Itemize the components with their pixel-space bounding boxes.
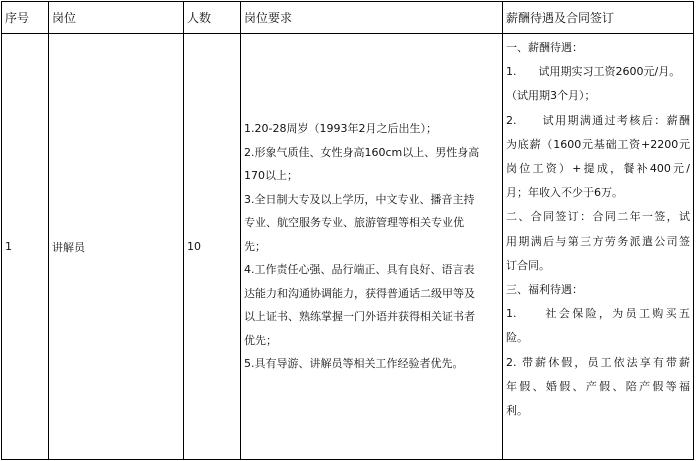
salary-line: 2. 试用期满通过考核后：薪酬 bbox=[506, 113, 690, 127]
cell-count: 10 bbox=[184, 34, 241, 460]
salary-line: 月；年收入不少于6万。 bbox=[506, 186, 623, 200]
salary-list bbox=[506, 36, 690, 423]
requirement-line: 3.全日制大专及以上学历，中文专业、播音主持 bbox=[244, 192, 475, 206]
requirement-line: 1.20-28周岁（1993年2月之后出生）； bbox=[244, 122, 437, 136]
salary-line: 三、福利待遇： bbox=[506, 283, 583, 297]
salary-line: （试用期3个月）； bbox=[506, 89, 596, 103]
salary-line: 二、合同签订：合同二年一签，试 bbox=[506, 210, 690, 224]
salary-line: 2. 带薪休假，员工依法享有带薪 bbox=[506, 355, 690, 369]
requirement-line: 5.具有导游、讲解员等相关工作经验者优先。 bbox=[244, 357, 464, 371]
salary-line: 岗位工资）+提成，餐补400元/ bbox=[506, 162, 690, 176]
salary-line: 一、薪酬待遇： bbox=[506, 41, 583, 54]
requirement-line: 2.形象气质佳、女性身高160cm以上、男性身高 bbox=[244, 145, 480, 159]
cell-requirements bbox=[241, 34, 503, 460]
cell-position: 讲解员 bbox=[49, 34, 184, 460]
salary-line: 利。 bbox=[506, 404, 528, 418]
requirement-line: 先； bbox=[244, 239, 266, 253]
salary-line: 订合同。 bbox=[506, 258, 550, 272]
header-count: 人数 bbox=[184, 2, 241, 34]
cell-salary bbox=[503, 34, 694, 460]
salary-line: 为底薪（1600元基础工资+2200元 bbox=[506, 137, 690, 151]
header-salary: 薪酬待遇及合同签订 bbox=[503, 2, 694, 34]
requirement-line: 4.工作责任心强、品行端正、具有良好、语言表 bbox=[244, 263, 475, 277]
header-index: 序号 bbox=[2, 2, 49, 34]
requirement-line: 170以上； bbox=[244, 169, 298, 183]
table-row bbox=[2, 34, 694, 460]
requirement-line: 以上证书、熟练掌握一门外语并获得相关证书者 bbox=[244, 310, 475, 324]
cell-index: 1 bbox=[2, 34, 49, 460]
header-position: 岗位 bbox=[49, 2, 184, 34]
header-row bbox=[2, 2, 694, 34]
recruitment-table bbox=[1, 1, 694, 460]
requirement-line: 优先； bbox=[244, 333, 277, 347]
salary-line: 1. 试用期实习工资2600元/月。 bbox=[506, 65, 681, 79]
requirement-line: 达能力和沟通协调能力，获得普通话二级甲等及 bbox=[244, 286, 475, 300]
salary-line: 险。 bbox=[506, 331, 528, 345]
header-requirements: 岗位要求 bbox=[241, 2, 503, 34]
requirements-list bbox=[244, 117, 499, 376]
salary-line: 年假、婚假、产假、陪产假等福 bbox=[506, 379, 690, 393]
requirement-line: 专业、航空服务专业、旅游管理等相关专业优 bbox=[244, 216, 464, 230]
recruitment-table-wrapper bbox=[1, 1, 695, 458]
salary-line: 用期满后与第三方劳务派遣公司签 bbox=[506, 234, 690, 248]
salary-line: 1. 社会保险，为员工购买五 bbox=[506, 307, 690, 321]
